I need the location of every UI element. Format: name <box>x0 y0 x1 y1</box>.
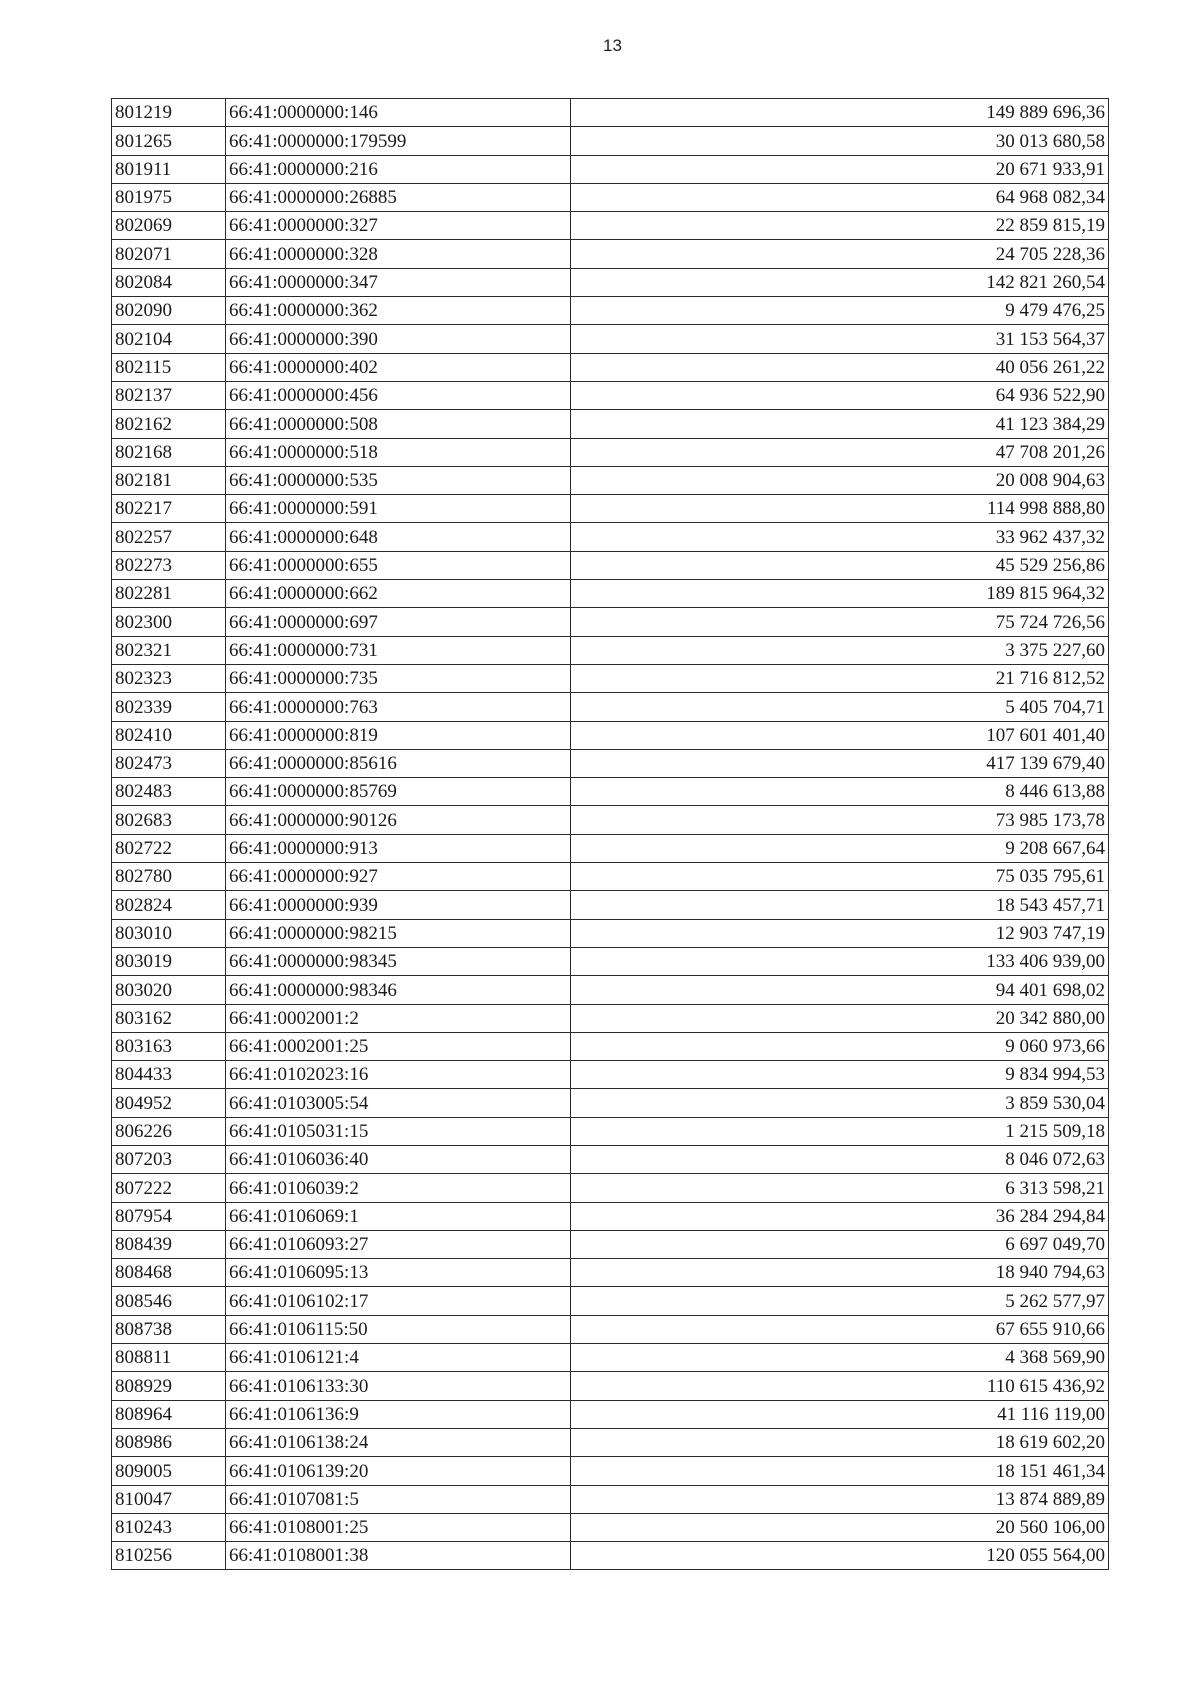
cadastral-value-cell: 4 368 569,90 <box>571 1344 1109 1372</box>
table-row <box>112 1032 1109 1060</box>
cadastral-value-cell: 110 615 436,92 <box>571 1372 1109 1400</box>
table-row <box>112 1344 1109 1372</box>
table-row <box>112 919 1109 947</box>
table-row <box>112 636 1109 664</box>
cadastral-number-cell: 66:41:0000000:913 <box>226 834 571 862</box>
table-row <box>112 438 1109 466</box>
cadastral-value-cell: 114 998 888,80 <box>571 495 1109 523</box>
record-id-cell: 802069 <box>112 212 226 240</box>
table-row <box>112 1061 1109 1089</box>
cadastral-number-cell: 66:41:0000000:146 <box>226 99 571 127</box>
cadastral-number-cell: 66:41:0106138:24 <box>226 1428 571 1456</box>
cadastral-value-cell: 33 962 437,32 <box>571 523 1109 551</box>
record-id-cell: 808986 <box>112 1428 226 1456</box>
record-id-cell: 803010 <box>112 919 226 947</box>
cadastral-value-cell: 36 284 294,84 <box>571 1202 1109 1230</box>
cadastral-number-cell: 66:41:0000000:456 <box>226 381 571 409</box>
cadastral-number-cell: 66:41:0000000:819 <box>226 721 571 749</box>
table-row <box>112 693 1109 721</box>
table-row <box>112 1117 1109 1145</box>
record-id-cell: 803163 <box>112 1032 226 1060</box>
table-row <box>112 1400 1109 1428</box>
cadastral-number-cell: 66:41:0106136:9 <box>226 1400 571 1428</box>
record-id-cell: 802483 <box>112 778 226 806</box>
table-row <box>112 1372 1109 1400</box>
table-row <box>112 863 1109 891</box>
table-row <box>112 1089 1109 1117</box>
record-id-cell: 806226 <box>112 1117 226 1145</box>
cadastral-number-cell: 66:41:0000000:662 <box>226 580 571 608</box>
cadastral-value-cell: 21 716 812,52 <box>571 664 1109 692</box>
table-row <box>112 1513 1109 1541</box>
record-id-cell: 802273 <box>112 551 226 579</box>
table-row <box>112 580 1109 608</box>
cadastral-value-cell: 20 008 904,63 <box>571 466 1109 494</box>
record-id-cell: 802084 <box>112 268 226 296</box>
record-id-cell: 802257 <box>112 523 226 551</box>
record-id-cell: 802090 <box>112 297 226 325</box>
table-row <box>112 608 1109 636</box>
record-id-cell: 802780 <box>112 863 226 891</box>
cadastral-number-cell: 66:41:0106036:40 <box>226 1145 571 1173</box>
cadastral-value-cell: 5 405 704,71 <box>571 693 1109 721</box>
table-row <box>112 834 1109 862</box>
cadastral-number-cell: 66:41:0000000:735 <box>226 664 571 692</box>
record-id-cell: 802683 <box>112 806 226 834</box>
table-row <box>112 325 1109 353</box>
record-id-cell: 808811 <box>112 1344 226 1372</box>
record-id-cell: 802104 <box>112 325 226 353</box>
cadastral-number-cell: 66:41:0000000:655 <box>226 551 571 579</box>
table-body <box>112 99 1109 1570</box>
cadastral-value-cell: 64 968 082,34 <box>571 183 1109 211</box>
cadastral-number-cell: 66:41:0106093:27 <box>226 1230 571 1258</box>
record-id-cell: 802824 <box>112 891 226 919</box>
cadastral-value-cell: 73 985 173,78 <box>571 806 1109 834</box>
cadastral-number-cell: 66:41:0000000:98215 <box>226 919 571 947</box>
cadastral-number-cell: 66:41:0000000:362 <box>226 297 571 325</box>
cadastral-value-cell: 189 815 964,32 <box>571 580 1109 608</box>
cadastral-number-cell: 66:41:0000000:508 <box>226 410 571 438</box>
cadastral-number-cell: 66:41:0000000:26885 <box>226 183 571 211</box>
table-row <box>112 466 1109 494</box>
cadastral-value-cell: 142 821 260,54 <box>571 268 1109 296</box>
cadastral-number-cell: 66:41:0000000:763 <box>226 693 571 721</box>
cadastral-value-cell: 1 215 509,18 <box>571 1117 1109 1145</box>
cadastral-number-cell: 66:41:0106115:50 <box>226 1315 571 1343</box>
cadastral-value-cell: 67 655 910,66 <box>571 1315 1109 1343</box>
table-row <box>112 1004 1109 1032</box>
cadastral-value-cell: 18 151 461,34 <box>571 1457 1109 1485</box>
cadastral-value-cell: 30 013 680,58 <box>571 127 1109 155</box>
record-id-cell: 802281 <box>112 580 226 608</box>
cadastral-number-cell: 66:41:0000000:939 <box>226 891 571 919</box>
record-id-cell: 808439 <box>112 1230 226 1258</box>
table-row <box>112 1145 1109 1173</box>
table-row <box>112 664 1109 692</box>
table-row <box>112 1485 1109 1513</box>
cadastral-number-cell: 66:41:0105031:15 <box>226 1117 571 1145</box>
cadastral-value-cell: 9 060 973,66 <box>571 1032 1109 1060</box>
cadastral-value-cell: 75 035 795,61 <box>571 863 1109 891</box>
cadastral-value-cell: 41 116 119,00 <box>571 1400 1109 1428</box>
record-id-cell: 810243 <box>112 1513 226 1541</box>
cadastral-number-cell: 66:41:0108001:25 <box>226 1513 571 1541</box>
cadastral-value-cell: 3 375 227,60 <box>571 636 1109 664</box>
cadastral-number-cell: 66:41:0000000:98346 <box>226 976 571 1004</box>
cadastral-number-cell: 66:41:0106139:20 <box>226 1457 571 1485</box>
cadastral-value-cell: 149 889 696,36 <box>571 99 1109 127</box>
table-row <box>112 1287 1109 1315</box>
cadastral-value-cell: 107 601 401,40 <box>571 721 1109 749</box>
cadastral-value-cell: 6 697 049,70 <box>571 1230 1109 1258</box>
cadastral-number-cell: 66:41:0107081:5 <box>226 1485 571 1513</box>
record-id-cell: 802217 <box>112 495 226 523</box>
cadastral-number-cell: 66:41:0000000:179599 <box>226 127 571 155</box>
cadastral-value-cell: 18 940 794,63 <box>571 1259 1109 1287</box>
cadastral-number-cell: 66:41:0000000:402 <box>226 353 571 381</box>
record-id-cell: 809005 <box>112 1457 226 1485</box>
table-row <box>112 551 1109 579</box>
record-id-cell: 807222 <box>112 1174 226 1202</box>
cadastral-value-cell: 9 479 476,25 <box>571 297 1109 325</box>
record-id-cell: 802300 <box>112 608 226 636</box>
cadastral-number-cell: 66:41:0000000:591 <box>226 495 571 523</box>
cadastral-value-cell: 20 342 880,00 <box>571 1004 1109 1032</box>
cadastral-value-cell: 18 543 457,71 <box>571 891 1109 919</box>
cadastral-number-cell: 66:41:0002001:25 <box>226 1032 571 1060</box>
record-id-cell: 802321 <box>112 636 226 664</box>
record-id-cell: 802162 <box>112 410 226 438</box>
table-row <box>112 183 1109 211</box>
cadastral-number-cell: 66:41:0000000:518 <box>226 438 571 466</box>
cadastral-value-cell: 20 671 933,91 <box>571 155 1109 183</box>
table-row <box>112 806 1109 834</box>
table-row <box>112 778 1109 806</box>
record-id-cell: 802473 <box>112 749 226 777</box>
cadastral-value-cell: 9 208 667,64 <box>571 834 1109 862</box>
table-row <box>112 127 1109 155</box>
cadastral-value-cell: 41 123 384,29 <box>571 410 1109 438</box>
cadastral-number-cell: 66:41:0000000:85616 <box>226 749 571 777</box>
cadastral-value-cell: 8 446 613,88 <box>571 778 1109 806</box>
record-id-cell: 803019 <box>112 947 226 975</box>
table-row <box>112 495 1109 523</box>
cadastral-number-cell: 66:41:0106133:30 <box>226 1372 571 1400</box>
table-row <box>112 976 1109 1004</box>
record-id-cell: 808468 <box>112 1259 226 1287</box>
table-row <box>112 410 1109 438</box>
record-id-cell: 801975 <box>112 183 226 211</box>
cadastral-number-cell: 66:41:0108001:38 <box>226 1542 571 1570</box>
table-row <box>112 1230 1109 1258</box>
cadastral-number-cell: 66:41:0002001:2 <box>226 1004 571 1032</box>
cadastral-number-cell: 66:41:0000000:85769 <box>226 778 571 806</box>
record-id-cell: 808964 <box>112 1400 226 1428</box>
cadastral-number-cell: 66:41:0000000:98345 <box>226 947 571 975</box>
table-row <box>112 353 1109 381</box>
cadastral-value-cell: 24 705 228,36 <box>571 240 1109 268</box>
table-row <box>112 523 1109 551</box>
cadastral-value-cell: 12 903 747,19 <box>571 919 1109 947</box>
record-id-cell: 803020 <box>112 976 226 1004</box>
record-id-cell: 802181 <box>112 466 226 494</box>
cadastral-number-cell: 66:41:0000000:927 <box>226 863 571 891</box>
table-row <box>112 1457 1109 1485</box>
record-id-cell: 801219 <box>112 99 226 127</box>
table-row <box>112 1428 1109 1456</box>
cadastral-value-cell: 8 046 072,63 <box>571 1145 1109 1173</box>
cadastral-value-cell: 94 401 698,02 <box>571 976 1109 1004</box>
record-id-cell: 807954 <box>112 1202 226 1230</box>
cadastral-number-cell: 66:41:0106095:13 <box>226 1259 571 1287</box>
record-id-cell: 804433 <box>112 1061 226 1089</box>
table-row <box>112 268 1109 296</box>
cadastral-value-cell: 75 724 726,56 <box>571 608 1109 636</box>
cadastral-number-cell: 66:41:0106102:17 <box>226 1287 571 1315</box>
record-id-cell: 802071 <box>112 240 226 268</box>
cadastral-number-cell: 66:41:0106039:2 <box>226 1174 571 1202</box>
table-row <box>112 1202 1109 1230</box>
cadastral-value-cell: 18 619 602,20 <box>571 1428 1109 1456</box>
cadastral-number-cell: 66:41:0000000:731 <box>226 636 571 664</box>
record-id-cell: 802115 <box>112 353 226 381</box>
table-row <box>112 947 1109 975</box>
record-id-cell: 803162 <box>112 1004 226 1032</box>
cadastral-value-cell: 6 313 598,21 <box>571 1174 1109 1202</box>
table-row <box>112 381 1109 409</box>
table-row <box>112 240 1109 268</box>
table-row <box>112 749 1109 777</box>
record-id-cell: 802168 <box>112 438 226 466</box>
record-id-cell: 802410 <box>112 721 226 749</box>
record-id-cell: 802137 <box>112 381 226 409</box>
cadastral-number-cell: 66:41:0000000:648 <box>226 523 571 551</box>
cadastral-value-cell: 31 153 564,37 <box>571 325 1109 353</box>
cadastral-number-cell: 66:41:0000000:697 <box>226 608 571 636</box>
record-id-cell: 810047 <box>112 1485 226 1513</box>
page-number: 13 <box>603 36 622 55</box>
table-row <box>112 721 1109 749</box>
cadastral-number-cell: 66:41:0106069:1 <box>226 1202 571 1230</box>
cadastral-value-cell: 20 560 106,00 <box>571 1513 1109 1541</box>
cadastral-value-cell: 9 834 994,53 <box>571 1061 1109 1089</box>
record-id-cell: 807203 <box>112 1145 226 1173</box>
cadastral-value-cell: 40 056 261,22 <box>571 353 1109 381</box>
cadastral-value-cell: 5 262 577,97 <box>571 1287 1109 1315</box>
cadastral-value-cell: 13 874 889,89 <box>571 1485 1109 1513</box>
cadastral-number-cell: 66:41:0000000:328 <box>226 240 571 268</box>
record-id-cell: 802339 <box>112 693 226 721</box>
table-row <box>112 1542 1109 1570</box>
cadastral-value-cell: 120 055 564,00 <box>571 1542 1109 1570</box>
cadastral-value-cell: 133 406 939,00 <box>571 947 1109 975</box>
cadastral-number-cell: 66:41:0000000:327 <box>226 212 571 240</box>
record-id-cell: 808738 <box>112 1315 226 1343</box>
record-id-cell: 801911 <box>112 155 226 183</box>
cadastral-number-cell: 66:41:0106121:4 <box>226 1344 571 1372</box>
cadastral-number-cell: 66:41:0000000:90126 <box>226 806 571 834</box>
record-id-cell: 801265 <box>112 127 226 155</box>
cadastral-number-cell: 66:41:0000000:216 <box>226 155 571 183</box>
valuation-table <box>111 98 1109 1570</box>
record-id-cell: 802722 <box>112 834 226 862</box>
cadastral-value-cell: 47 708 201,26 <box>571 438 1109 466</box>
cadastral-number-cell: 66:41:0103005:54 <box>226 1089 571 1117</box>
table-row <box>112 1259 1109 1287</box>
cadastral-number-cell: 66:41:0000000:535 <box>226 466 571 494</box>
cadastral-value-cell: 417 139 679,40 <box>571 749 1109 777</box>
cadastral-number-cell: 66:41:0102023:16 <box>226 1061 571 1089</box>
table-row <box>112 1315 1109 1343</box>
record-id-cell: 808546 <box>112 1287 226 1315</box>
record-id-cell: 810256 <box>112 1542 226 1570</box>
table-row <box>112 99 1109 127</box>
cadastral-value-cell: 3 859 530,04 <box>571 1089 1109 1117</box>
cadastral-number-cell: 66:41:0000000:347 <box>226 268 571 296</box>
record-id-cell: 808929 <box>112 1372 226 1400</box>
cadastral-value-cell: 45 529 256,86 <box>571 551 1109 579</box>
cadastral-value-cell: 22 859 815,19 <box>571 212 1109 240</box>
table-row <box>112 155 1109 183</box>
table-row <box>112 297 1109 325</box>
table-row <box>112 891 1109 919</box>
record-id-cell: 802323 <box>112 664 226 692</box>
cadastral-value-cell: 64 936 522,90 <box>571 381 1109 409</box>
table-row <box>112 212 1109 240</box>
cadastral-number-cell: 66:41:0000000:390 <box>226 325 571 353</box>
table-row <box>112 1174 1109 1202</box>
record-id-cell: 804952 <box>112 1089 226 1117</box>
